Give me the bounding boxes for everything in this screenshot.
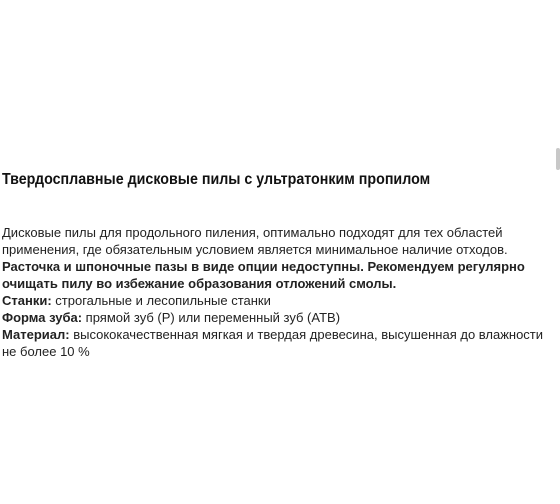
intro-paragraph: Дисковые пилы для продольного пиления, оптимально подходят для тех областей применения, где обязательным условием является минимальное наличие отходов. — [2, 225, 508, 257]
spec-material-value: высококачественная мягкая и твердая древесина, высушенная до влажности не более 10 % — [2, 327, 544, 359]
notice-paragraph: Расточка и шпоночные пазы в виде опции недоступны. Рекомендуем регулярно очищать пилу во избежание образования отложений смолы. — [2, 259, 525, 291]
spec-machines-label: Станки: — [2, 293, 52, 308]
spec-machines-value: строгальные и лесопильные станки — [51, 293, 271, 308]
spec-tooth-shape — [2, 309, 546, 326]
spec-machines — [2, 292, 546, 309]
spec-tooth-shape-label: Форма зуба: — [2, 310, 83, 325]
spec-material — [2, 326, 546, 360]
description-body — [2, 224, 546, 360]
product-description — [2, 170, 546, 360]
scrollbar-thumb[interactable] — [556, 148, 560, 170]
spec-tooth-shape-value: прямой зуб (P) или переменный зуб (ATB) — [82, 310, 341, 325]
spec-material-label: Материал: — [2, 327, 70, 342]
product-title: Твердосплавные дисковые пилы с ультратонким пропилом — [2, 171, 431, 188]
